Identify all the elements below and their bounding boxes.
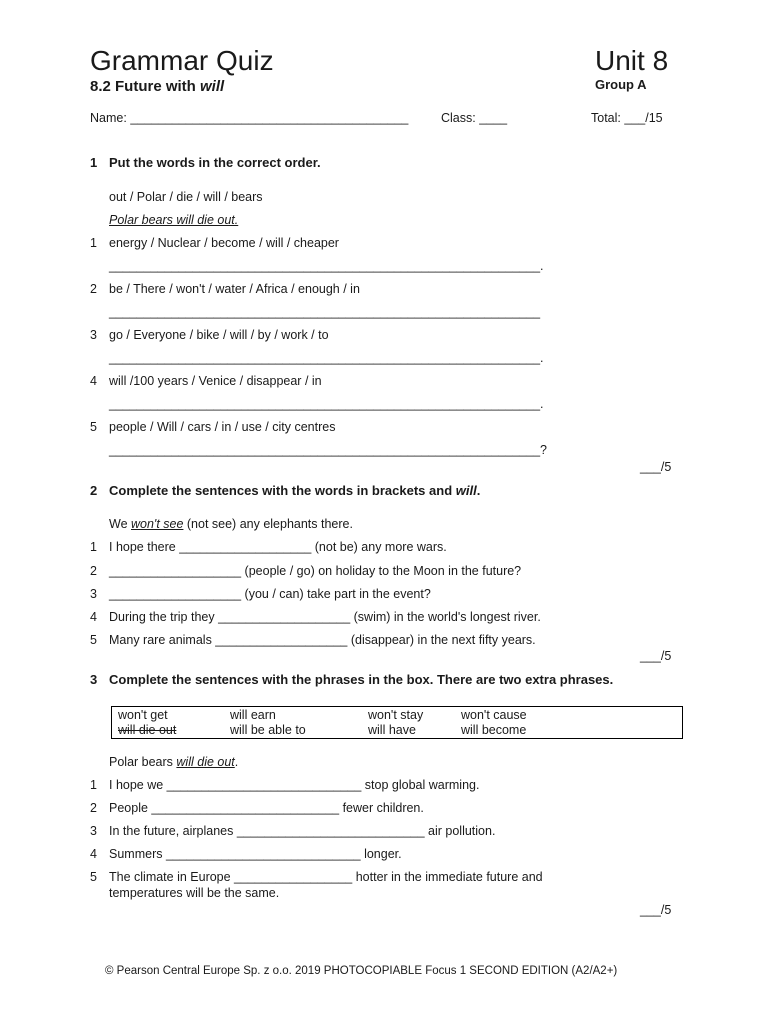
ex3-example-pre: Polar bears [109,755,177,769]
phrase: won't get [118,708,168,722]
total-field [591,111,663,125]
ex3-item-num: 3 [90,824,97,838]
ex2-item-text: ___________________ (people / go) on holiday to the Moon in the future? [109,564,522,578]
ex1-item-prompt: be / There / won't / water / Africa / enough / in [109,282,360,296]
ex3-item-text: Summers ____________________________ longer. [109,847,402,861]
ex1-item-answer-line: ______________________________________________________________? [109,443,547,457]
phrase: will become [461,723,527,737]
ex3-instruction: Complete the sentences with the phrases in the box. There are two extra phrases. [109,672,614,687]
phrase: will be able to [230,723,306,737]
ex3-item-num: 4 [90,847,97,861]
ex1-number: 1 [90,155,98,170]
ex2-example-pre: We [109,517,131,531]
ex1-item-prompt: will /100 years / Venice / disappear / in [109,374,322,388]
ex2-item-text: During the trip they ___________________ (swim) in the world's longest river. [109,610,541,624]
ex3-score: ___/5 [640,903,672,917]
phrase: will earn [230,708,276,722]
ex1-item-num: 4 [90,374,97,388]
copyright-footer [105,965,617,977]
ex1-item-answer-line: ______________________________________________________________. [109,259,544,273]
ex3-item-num: 1 [90,778,97,792]
phrase: will have [368,723,416,737]
ex3-item-text: I hope we ____________________________ stop global warming. [109,778,480,792]
ex2-item-text: Many rare animals ___________________ (disappear) in the next fifty years. [109,633,536,647]
ex3-number: 3 [90,672,98,687]
ex2-item-text: I hope there ___________________ (not be) any more wars. [109,540,447,554]
ex2-example [109,517,353,531]
ex1-item-answer-line: ______________________________________________________________. [109,397,544,411]
ex1-item-prompt: energy / Nuclear / become / will / cheaper [109,236,339,250]
ex1-item-num: 2 [90,282,97,296]
subtitle-italic: will [200,78,225,95]
ex1-item-prompt: people / Will / cars / in / use / city centres [109,420,336,434]
ex1-example-answer: Polar bears will die out. [109,213,239,227]
phrase: won't stay [368,708,424,722]
class-field [441,111,507,125]
ex3-example-post: . [234,755,239,769]
ex2-item-num: 1 [90,540,97,554]
class-label: Class: [441,111,476,125]
page-subtitle [90,78,224,95]
ex2-item-num: 4 [90,610,97,624]
ex3-item-num: 5 [90,870,97,884]
name-line: ________________________________________ [130,111,409,125]
ex2-item-num: 5 [90,633,97,647]
total-label: Total: [591,111,621,125]
ex2-instruction-italic: will [455,483,477,498]
ex2-item-num: 3 [90,587,97,601]
ex3-example-answer: will die out [176,755,235,769]
ex2-item-num: 2 [90,564,97,578]
ex3-item-num: 2 [90,801,97,815]
total-line: ___/15 [624,111,663,125]
page-title: Grammar Quiz [90,45,274,76]
phrase-crossed-out: will die out [118,723,177,737]
ex2-number: 2 [90,483,98,498]
ex3-item-text: The climate in Europe _________________ hotter in the immediate future and [109,870,543,884]
class-line: ____ [479,111,508,125]
name-field [90,111,408,125]
unit-label: Unit 8 [595,45,669,76]
ex2-example-answer: won't see [131,517,184,531]
group-label: Group A [595,77,647,92]
ex1-item-answer-line: ______________________________________________________________ [109,305,541,319]
ex1-item-prompt: go / Everyone / bike / will / by / work / to [109,328,329,342]
ex2-item-text: ___________________ (you / can) take part in the event? [109,587,431,601]
ex1-item-num: 1 [90,236,97,250]
ex2-instruction-text: Complete the sentences with the words in brackets and [109,483,456,498]
footer-level: (A2/A2+) [571,965,618,977]
subtitle-prefix: 8.2 Future with [90,78,201,95]
phrase: won't cause [461,708,527,722]
ex3-item-text: In the future, airplanes ___________________________ air pollution. [109,824,496,838]
ex1-item-num: 5 [90,420,97,434]
ex2-score: ___/5 [640,649,672,663]
ex1-item-num: 3 [90,328,97,342]
footer-text: © Pearson Central Europe Sp. z o.o. 2019 PHOTOCOPIABLE Focus 1 SECOND EDITION [105,965,569,977]
ex2-instruction-end: . [476,483,481,498]
ex3-item-text: People ___________________________ fewer children. [109,801,424,815]
ex2-example-post: (not see) any elephants there. [183,517,353,531]
ex1-example-prompt: out / Polar / die / will / bears [109,190,263,204]
ex3-example [109,755,238,769]
ex1-score: ___/5 [640,460,672,474]
ex1-instruction: Put the words in the correct order. [109,155,321,170]
ex3-item-text-continued: temperatures will be the same. [109,886,280,900]
ex2-instruction [109,483,480,498]
name-label: Name: [90,111,127,125]
ex1-item-answer-line: ______________________________________________________________. [109,351,544,365]
